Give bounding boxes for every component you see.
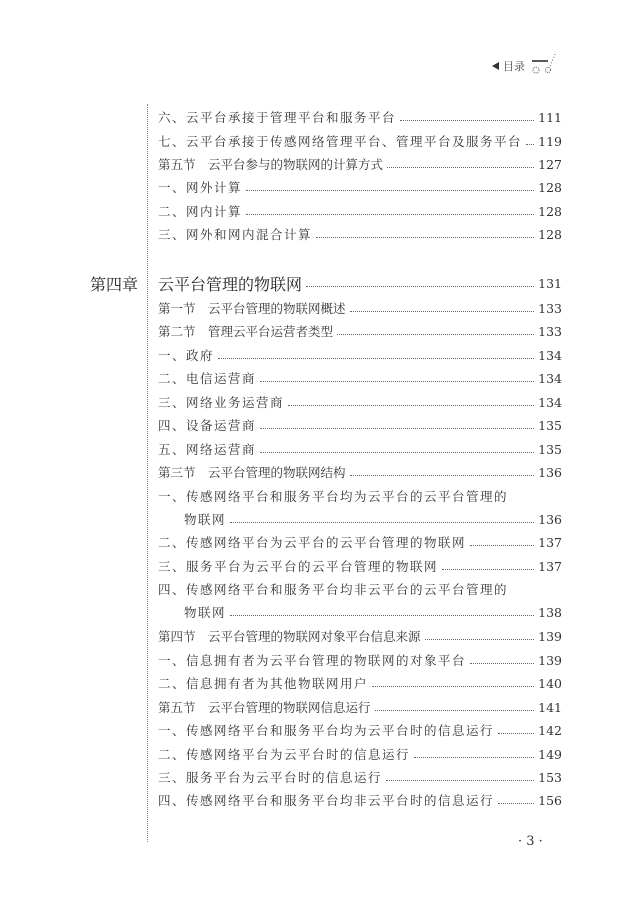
toc-entry-title: 三、网外和网内混合计算 xyxy=(158,227,313,242)
dot-leader xyxy=(288,405,534,406)
toc-entry-title: 第五节 云平台管理的物联网信息运行 xyxy=(158,700,371,715)
dot-leader xyxy=(498,733,534,734)
toc-entry-title: 四、传感网络平台和服务平台均非云平台时的信息运行 xyxy=(158,793,495,808)
toc-entry[interactable] xyxy=(158,650,562,670)
toc-entry-title: 一、政府 xyxy=(158,348,215,363)
dot-leader xyxy=(230,522,534,523)
dot-leader xyxy=(387,167,534,168)
toc-entry-page: 156 xyxy=(538,792,562,808)
toc-entry-title: 三、服务平台为云平台时的信息运行 xyxy=(158,770,383,785)
toc-entry-title: 第一节 云平台管理的物联网概述 xyxy=(158,301,346,316)
page-number: · 3 · xyxy=(518,834,543,849)
running-header xyxy=(492,58,525,74)
toc-entry[interactable] xyxy=(158,201,562,221)
toc-entry[interactable] xyxy=(184,602,562,622)
toc-entry-page: 137 xyxy=(538,558,562,574)
toc-entry-title: 三、服务平台为云平台的云平台管理的物联网 xyxy=(158,559,439,574)
toc-entry[interactable] xyxy=(158,107,562,127)
toc-entry-page: 134 xyxy=(538,370,562,386)
dot-leader xyxy=(350,311,535,312)
toc-entry-title: 七、云平台承接于传感网络管理平台、管理平台及服务平台 xyxy=(158,134,523,149)
toc-entry-title: 四、设备运营商 xyxy=(158,418,257,433)
toc-entry[interactable] xyxy=(158,462,562,482)
toc-entry[interactable] xyxy=(158,273,562,293)
toc-entry-page: 136 xyxy=(538,464,562,480)
toc-entry[interactable] xyxy=(158,224,562,244)
dot-leader xyxy=(470,545,534,546)
dot-leader xyxy=(246,190,534,191)
toc-entry-page: 111 xyxy=(538,109,562,125)
toc-entry-title: 第五节 云平台参与的物联网的计算方式 xyxy=(158,157,384,172)
dot-leader xyxy=(414,757,534,758)
header-ornament-icon xyxy=(530,50,558,78)
toc-entry-title: 一、传感网络平台和服务平台均为云平台的云平台管理的 xyxy=(158,489,509,504)
toc-entry[interactable] xyxy=(158,345,562,365)
dot-leader xyxy=(246,214,534,215)
chapter-label: 第四章 xyxy=(90,275,139,294)
toc-entry-page: 128 xyxy=(538,203,562,219)
toc-entry[interactable] xyxy=(158,154,562,174)
toc-entry[interactable] xyxy=(158,177,562,197)
dot-leader xyxy=(306,286,534,287)
header-title: 目录 xyxy=(503,60,525,73)
dot-leader xyxy=(230,615,534,616)
toc-entry-page: 135 xyxy=(538,417,562,433)
toc-entry-title: 物联网 xyxy=(184,512,227,527)
toc-entry[interactable] xyxy=(158,626,562,646)
toc-entry-page: 142 xyxy=(538,722,562,738)
toc-entry[interactable] xyxy=(158,392,562,412)
toc-entry[interactable] xyxy=(158,744,562,764)
dot-leader xyxy=(316,237,534,238)
toc-entry-page: 149 xyxy=(538,746,562,762)
dot-leader xyxy=(498,803,534,804)
dot-leader xyxy=(425,639,535,640)
toc-entry[interactable] xyxy=(158,790,562,810)
toc-entry-title: 物联网 xyxy=(184,605,227,620)
toc-entry[interactable] xyxy=(158,579,562,599)
toc-entry-page: 131 xyxy=(538,275,562,291)
toc-entry[interactable] xyxy=(158,673,562,693)
toc-entry[interactable] xyxy=(158,298,562,318)
toc-entry-page: 128 xyxy=(538,226,562,242)
toc-entry-page: 139 xyxy=(538,652,562,668)
toc-entry-title: 二、电信运营商 xyxy=(158,371,257,386)
dot-leader xyxy=(337,334,534,335)
dot-leader xyxy=(526,144,534,145)
toc-entry-title: 二、信息拥有者为其他物联网用户 xyxy=(158,676,369,691)
toc-entry-page: 133 xyxy=(538,300,562,316)
toc-entry[interactable] xyxy=(158,532,562,552)
toc-entry-page: 119 xyxy=(538,133,562,149)
toc-entry-page: 136 xyxy=(538,511,562,527)
toc-entry[interactable] xyxy=(184,509,562,529)
margin-dotted-rule xyxy=(147,104,148,842)
toc-entry-title: 一、网外计算 xyxy=(158,180,243,195)
dot-leader xyxy=(218,358,534,359)
triangle-marker-icon xyxy=(492,62,499,70)
toc-entry[interactable] xyxy=(158,486,562,506)
toc-entry-title: 一、传感网络平台和服务平台均为云平台时的信息运行 xyxy=(158,723,495,738)
toc-entry-page: 127 xyxy=(538,156,562,172)
toc-entry[interactable] xyxy=(158,368,562,388)
toc-entry-page: 137 xyxy=(538,534,562,550)
toc-entry-title: 云平台管理的物联网 xyxy=(158,274,303,294)
toc-entry[interactable] xyxy=(158,321,562,341)
dot-leader xyxy=(375,710,535,711)
toc-entry-page: 133 xyxy=(538,323,562,339)
toc-entry-title: 二、传感网络平台为云平台时的信息运行 xyxy=(158,747,411,762)
toc-entry[interactable] xyxy=(158,767,562,787)
toc-entry-title: 一、信息拥有者为云平台管理的物联网的对象平台 xyxy=(158,653,467,668)
dot-leader xyxy=(260,452,534,453)
toc-entry[interactable] xyxy=(158,697,562,717)
toc-entry[interactable] xyxy=(158,556,562,576)
dot-leader xyxy=(350,475,535,476)
toc-entry-title: 二、传感网络平台为云平台的云平台管理的物联网 xyxy=(158,535,467,550)
toc-entry-page: 128 xyxy=(538,179,562,195)
toc-entry-page: 140 xyxy=(538,675,562,691)
dot-leader xyxy=(260,381,534,382)
toc-entry-title: 第二节 管理云平台运营者类型 xyxy=(158,324,334,339)
toc-entry-page: 141 xyxy=(538,699,562,715)
toc-entry-title: 三、网络业务运营商 xyxy=(158,395,285,410)
toc-entry-page: 134 xyxy=(538,347,562,363)
toc-entry-title: 第四节 云平台管理的物联网对象平台信息来源 xyxy=(158,629,421,644)
dot-leader xyxy=(400,120,534,121)
toc-entry-title: 四、传感网络平台和服务平台均非云平台的云平台管理的 xyxy=(158,582,509,597)
toc-entry-page: 134 xyxy=(538,394,562,410)
toc-entry[interactable] xyxy=(158,131,562,151)
dot-leader xyxy=(260,428,534,429)
toc-entry-title: 第三节 云平台管理的物联网结构 xyxy=(158,465,346,480)
toc-entry-page: 135 xyxy=(538,441,562,457)
toc-entry-title: 五、网络运营商 xyxy=(158,442,257,457)
toc-entry-page: 138 xyxy=(538,604,562,620)
dot-leader xyxy=(372,686,534,687)
toc-entry[interactable] xyxy=(158,439,562,459)
dot-leader xyxy=(470,663,534,664)
toc-entry-page: 139 xyxy=(538,628,562,644)
toc-entry[interactable] xyxy=(158,720,562,740)
toc-entry[interactable] xyxy=(158,415,562,435)
toc-entry-title: 六、云平台承接于管理平台和服务平台 xyxy=(158,110,397,125)
dot-leader xyxy=(442,569,534,570)
toc-entry-page: 153 xyxy=(538,769,562,785)
toc-entry-title: 二、网内计算 xyxy=(158,204,243,219)
dot-leader xyxy=(386,780,534,781)
